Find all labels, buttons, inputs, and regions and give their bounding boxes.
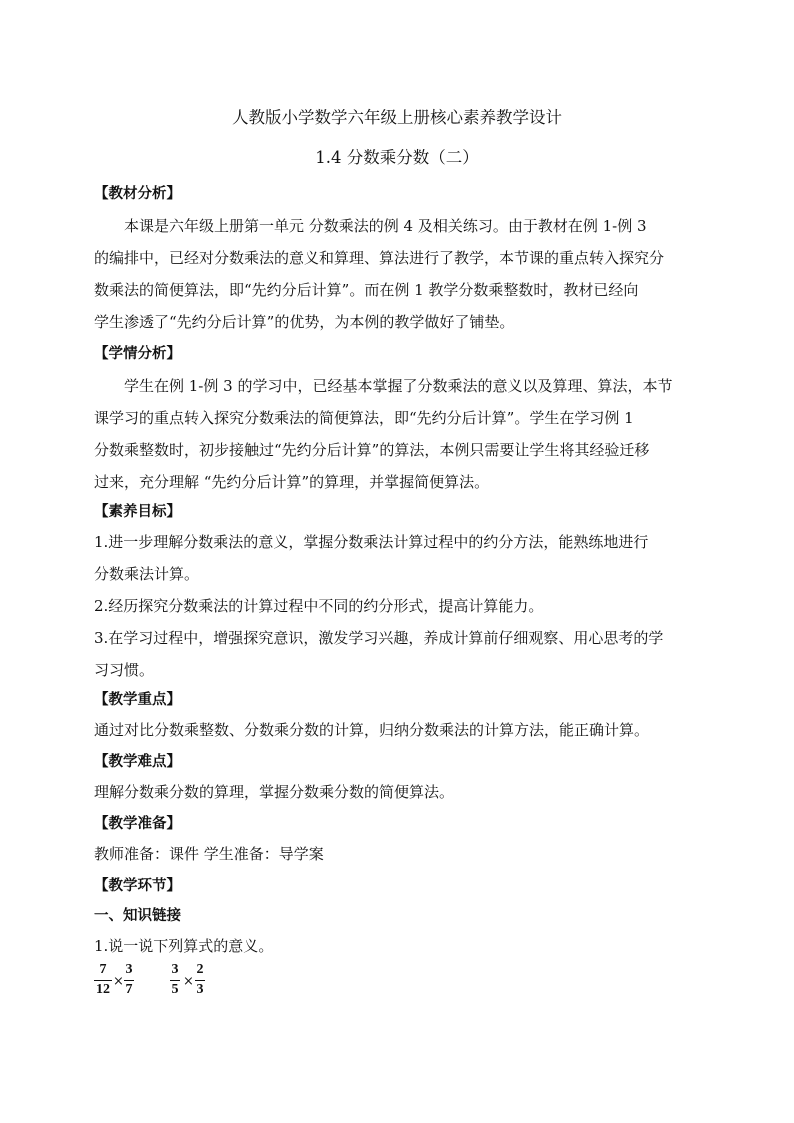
paragraph-line: 课学习的重点转入探究分数乘法的简便算法，即“先约分后计算”。学生在学习例 1	[94, 409, 634, 427]
goal-line: 3.在学习过程中，增强探究意识，激发学习兴趣，养成计算前仔细观察、用心思考的学	[94, 629, 664, 647]
paragraph-line: 学生在例 1-例 3 的学习中，已经基本掌握了分数乘法的意义以及算理、算法，本节	[124, 377, 673, 395]
fraction	[170, 962, 180, 998]
goal-line: 1.进一步理解分数乘法的意义，掌握分数乘法计算过程中的约分方法，能熟练地进行	[94, 533, 649, 551]
numerator: 7	[99, 962, 107, 977]
denominator: 5	[171, 982, 179, 997]
paragraph-line: 分数乘整数时，初步接触过“先约分后计算”的算法，本例只需要让学生将其经验迁移	[94, 441, 650, 459]
goal-line: 2.经历探究分数乘法的计算过程中不同的约分形式，提高计算能力。	[94, 597, 544, 615]
preparation-line: 教师准备：课件 学生准备：导学案	[94, 845, 324, 863]
lesson-title: 1.4 分数乘分数（二）	[315, 148, 479, 167]
fraction	[124, 962, 134, 998]
difficulty-line: 理解分数乘分数的算理，掌握分数乘分数的简便算法。	[94, 783, 455, 801]
subsection-heading-knowledge-link: 一、知识链接	[94, 908, 181, 924]
section-heading-preparation: 【教学准备】	[94, 816, 181, 832]
fraction-expressions	[94, 962, 294, 1006]
exercise-instruction: 1.说一说下列算式的意义。	[94, 937, 274, 955]
fraction	[94, 962, 112, 998]
fraction	[195, 962, 205, 998]
numerator: 3	[171, 962, 179, 977]
section-heading-textbook-analysis: 【教材分析】	[94, 186, 181, 202]
denominator: 12	[96, 982, 110, 997]
paragraph-line: 学生渗透了“先约分后计算”的优势，为本例的教学做好了铺垫。	[94, 313, 515, 331]
denominator: 3	[196, 982, 204, 997]
goal-line: 习习惯。	[94, 661, 155, 679]
section-heading-goals: 【素养目标】	[94, 504, 181, 520]
section-heading-key-points: 【教学重点】	[94, 692, 181, 708]
numerator: 2	[196, 962, 204, 977]
numerator: 3	[125, 962, 133, 977]
goal-line: 分数乘法计算。	[94, 565, 200, 583]
multiply-sign: ×	[183, 974, 194, 989]
denominator: 7	[125, 982, 133, 997]
paragraph-line: 的编排中，已经对分数乘法的意义和算理、算法进行了教学，本节课的重点转入探究分	[94, 249, 665, 267]
section-heading-difficulties: 【教学难点】	[94, 754, 181, 770]
key-point-line: 通过对比分数乘整数、分数乘分数的计算，归纳分数乘法的计算方法，能正确计算。	[94, 721, 650, 739]
paragraph-line: 过来，充分理解 “先约分后计算”的算理，并掌握简便算法。	[94, 473, 490, 491]
section-heading-process: 【教学环节】	[94, 878, 181, 894]
section-heading-learner-analysis: 【学情分析】	[94, 346, 181, 362]
multiply-sign: ×	[113, 974, 124, 989]
paragraph-line: 数乘法的简便算法，即“先约分后计算”。而在例 1 教学分数乘整数时，教材已经向	[94, 281, 639, 299]
paragraph-line: 本课是六年级上册第一单元 分数乘法的例 4 及相关练习。由于教材在例 1-例 3	[124, 217, 647, 235]
document-title: 人教版小学数学六年级上册核心素养教学设计	[232, 108, 562, 127]
